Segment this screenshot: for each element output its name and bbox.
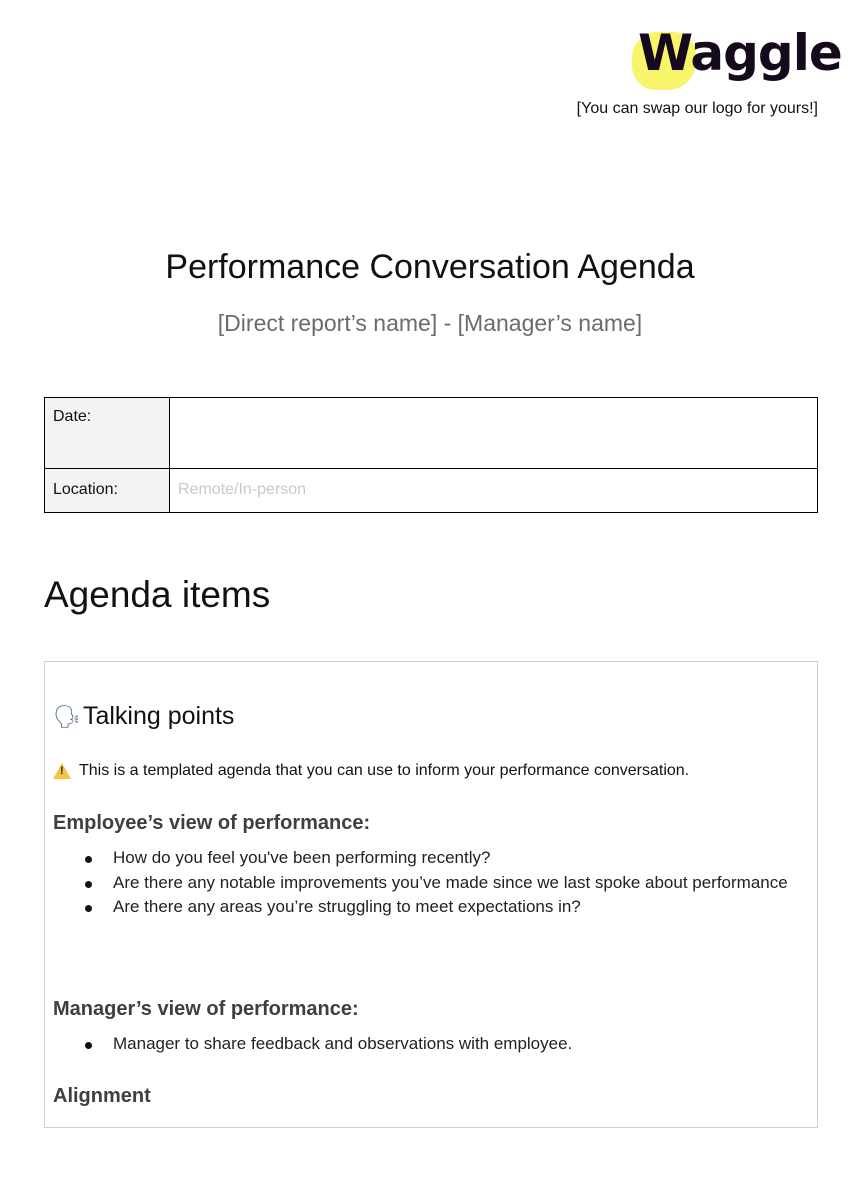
alignment-heading: Alignment — [53, 1085, 151, 1107]
employee-view-list — [53, 846, 793, 920]
page-subtitle: [Direct report’s name] - [Manager’s name] — [217, 310, 643, 336]
location-placeholder: Remote/In-person — [178, 481, 307, 498]
meta-row-location — [45, 469, 818, 513]
template-note — [53, 762, 689, 780]
agenda-heading: Agenda items — [44, 574, 271, 615]
manager-view-heading: Manager’s view of performance: — [53, 998, 359, 1020]
date-field[interactable] — [170, 398, 818, 469]
list-item: Manager to share feedback and observations with employee. — [113, 1032, 793, 1057]
logo-text: Waggle — [638, 24, 842, 82]
list-item: Are there any notable improvements you’ve made since we last spoke about performance — [113, 871, 793, 896]
warning-icon: ! — [53, 763, 71, 779]
company-logo — [632, 24, 842, 92]
logo-caption: [You can swap our logo for yours!] — [576, 100, 818, 117]
location-label: Location: — [45, 469, 170, 513]
meta-table — [44, 397, 818, 513]
card-title-text: Talking points — [82, 702, 235, 730]
page-title: Performance Conversation Agenda — [165, 248, 695, 286]
list-item: How do you feel you've been performing recently? — [113, 846, 793, 871]
date-label: Date: — [45, 398, 170, 469]
manager-view-list — [53, 1032, 793, 1057]
note-text: This is a templated agenda that you can use to inform your performance conversation. — [79, 762, 690, 779]
list-item: Are there any areas you’re struggling to meet expectations in? — [113, 895, 793, 920]
meta-row-date — [45, 398, 818, 469]
speaking-head-icon: 🗣 — [53, 703, 81, 729]
employee-view-heading: Employee’s view of performance: — [53, 812, 371, 834]
location-field[interactable] — [170, 469, 818, 513]
talking-points-card — [44, 661, 818, 1128]
card-title — [53, 702, 234, 731]
